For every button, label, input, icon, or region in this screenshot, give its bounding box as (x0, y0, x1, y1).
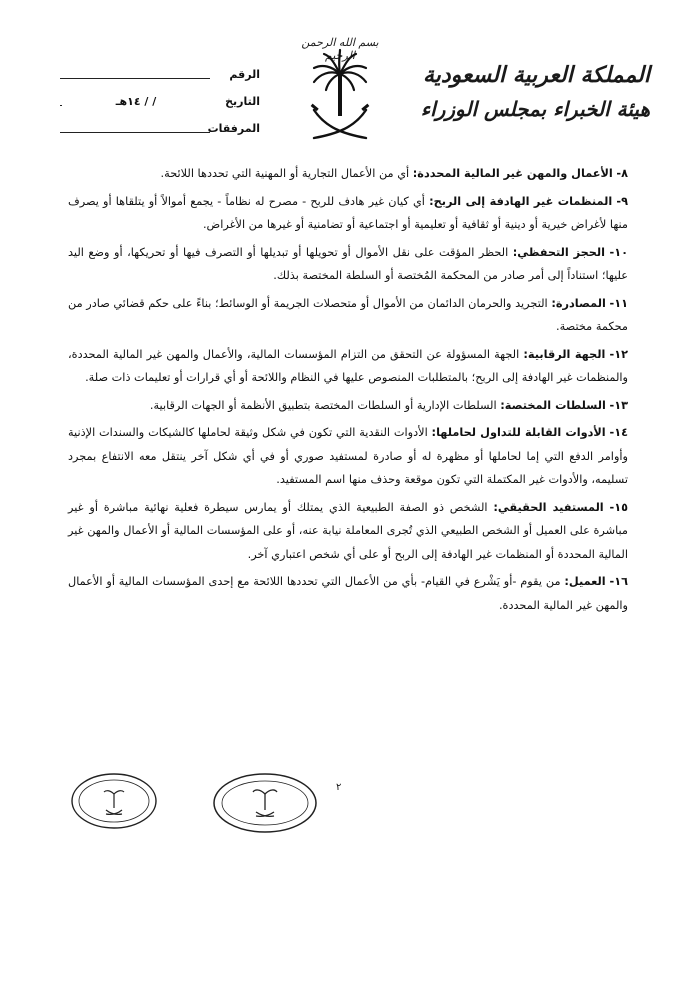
item-term: المستفيد الحقيقي: (493, 500, 604, 514)
definition-item-14 (68, 421, 628, 492)
org-name-line2: هيئة الخبراء بمجلس الوزراء (420, 97, 650, 121)
item-number: ١٦- (609, 575, 628, 588)
item-term: المنظمات غير الهادفة إلى الربح: (429, 194, 613, 208)
attachments-line (60, 132, 210, 133)
org-name-line1: المملكة العربية السعودية (422, 62, 650, 88)
item-number: ١٤- (609, 426, 628, 439)
item-term: السلطات المختصة: (500, 398, 606, 412)
item-term: الأعمال والمهن غير المالية المحددة: (412, 167, 613, 180)
definition-item-15 (68, 496, 628, 567)
reference-block (60, 68, 260, 149)
date-label: التاريخ (225, 95, 260, 108)
item-term: الأدوات القابلة للتداول لحاملها: (431, 426, 606, 439)
definitions-list (68, 162, 628, 621)
item-text: السلطات الإدارية أو السلطات المختصة بتطبيق الأنظمة أو الجهات الرقابية. (149, 398, 501, 412)
item-text: الجهة المسؤولة عن التحقق من التزام المؤسسات المالية، والأعمال والمهن غير المالية المحددة، والمنظمات غير الهادفة إلى الربح؛ بالمتطلبات المنصوص عليها في النظام واللائحة أو أي قرارات أو تعليمات ذات صلة. (68, 347, 628, 384)
item-text: التجريد والحرمان الدائمان من الأموال أو متحصلات الجريمة أو الوسائط؛ بناءً على حكم قضائي صادر من محكمة مختصة. (68, 296, 628, 333)
item-number: ٩- (616, 194, 628, 208)
basmala: بسم الله الرحمن الرحيم (301, 36, 379, 62)
item-text: الأدوات النقدية التي تكون في شكل وثيقة لحاملها كالشيكات والسندات الإذنية وأوامر الدفع التي إما لحاملها أو مظهرة له أو صادرة لمستفيد صوري أو في أي شكل آخر ينتقل معه الانتفاع بمجرد تسليمه، والأدوات غير المكتملة التي تكون موقعة وحذف منها اسم المستفيد. (68, 426, 628, 486)
item-number: ٨- (616, 167, 628, 180)
item-term: الحجز التحفظي: (512, 245, 605, 259)
definition-item-9 (68, 190, 628, 237)
general-secretariat-seal-icon (70, 772, 158, 830)
reference-label: الرقم (229, 68, 260, 81)
experts-commission-seal-icon (212, 772, 318, 834)
item-term: الجهة الرقابية: (523, 347, 606, 361)
definition-item-8 (68, 162, 628, 186)
date-row (60, 95, 260, 122)
definition-item-16 (68, 570, 628, 617)
definition-item-12 (68, 343, 628, 390)
page-number: ٢ (336, 782, 342, 793)
attachments-label: المرفقات (207, 122, 260, 135)
item-term: العميل: (564, 575, 606, 588)
item-text: الشخص ذو الصفة الطبيعية الذي يمتلك أو يمارس سيطرة فعلية نهائية مباشرة أو غير مباشرة على العميل أو الشخص الطبيعي الذي تُجرى المعاملة نيابة عنه، أو على المؤسسات المالية أو الأعمال والمهن غير المالية المحددة أو المنظمات غير الهادفة إلى الربح أو على أي شخص اعتباري آخر. (68, 500, 628, 561)
item-text: الحظر المؤقت على نقل الأموال أو تحويلها أو تبديلها أو التصرف فيها أو تحريكها، أو وضع اليد عليها؛ استناداً إلى أمر صادر من المحكمة المُختصة أو السلطة المختصة بذلك. (68, 245, 628, 282)
definition-item-13 (68, 394, 628, 418)
item-number: ١٠- (609, 245, 629, 259)
reference-row (60, 68, 260, 95)
organization-header (420, 58, 650, 126)
item-term: المصادرة: (551, 296, 606, 310)
item-number: ١١- (609, 296, 628, 310)
item-number: ١٢- (609, 347, 629, 361)
definition-item-10 (68, 241, 628, 288)
item-text: من يقوم -أو يَشْرع في القيام- بأي من الأعمال التي تحددها اللائحة مع إحدى المؤسسات المالية أو الأعمال والمهن غير المالية المحددة. (68, 575, 628, 612)
date-value: / / ١٤هـ (62, 95, 210, 108)
item-number: ١٥- (609, 500, 628, 514)
item-text: أي من الأعمال التجارية أو المهنية التي تحددها اللائحة. (160, 167, 413, 180)
item-number: ١٣- (609, 398, 628, 412)
item-text: أي كيان غير هادف للربح - مصرح له نظاماً - يجمع أموالاً أو يتلقاها أو يصرف منها لأغراض خيرية أو دينية أو ثقافية أو تعليمية أو اجتماعية أو تضامنية أو غيرها من الأغراض. (68, 194, 628, 231)
reference-line (60, 78, 210, 79)
attachments-row (60, 122, 260, 149)
definition-item-11 (68, 292, 628, 339)
palm-swords-emblem-icon (308, 48, 372, 146)
